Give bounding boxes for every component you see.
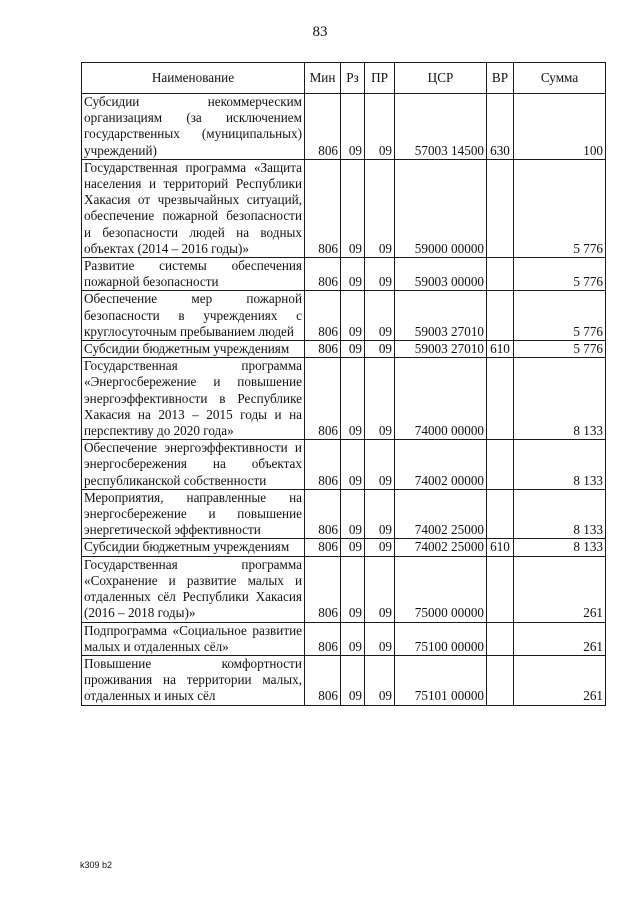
row-pr: 09 xyxy=(365,556,395,622)
header-name: Наименование xyxy=(82,63,305,94)
row-vr xyxy=(487,358,514,440)
row-rz: 09 xyxy=(341,655,365,705)
table-row xyxy=(82,622,606,655)
table-row xyxy=(82,94,606,160)
row-min: 806 xyxy=(305,622,341,655)
table-row xyxy=(82,539,606,556)
table-row xyxy=(82,291,606,341)
row-pr: 09 xyxy=(365,655,395,705)
row-csr: 75101 00000 xyxy=(395,655,487,705)
row-vr xyxy=(487,655,514,705)
row-vr xyxy=(487,258,514,291)
row-csr: 74002 00000 xyxy=(395,440,487,490)
row-csr: 74000 00000 xyxy=(395,358,487,440)
page-number: 83 xyxy=(312,24,328,40)
row-csr: 75100 00000 xyxy=(395,622,487,655)
table-row xyxy=(82,556,606,622)
row-pr: 09 xyxy=(365,539,395,556)
row-min: 806 xyxy=(305,258,341,291)
row-pr: 09 xyxy=(365,489,395,539)
header-rz: Рз xyxy=(341,63,365,94)
row-csr: 59003 27010 xyxy=(395,291,487,341)
row-name: Мероприятия, направленные на энергосбережение и повышение энергетической эффективности xyxy=(82,489,305,539)
row-vr xyxy=(487,440,514,490)
row-csr: 74002 25000 xyxy=(395,539,487,556)
row-vr xyxy=(487,489,514,539)
row-csr: 74002 25000 xyxy=(395,489,487,539)
row-min: 806 xyxy=(305,159,341,257)
row-pr: 09 xyxy=(365,159,395,257)
row-csr: 57003 14500 xyxy=(395,94,487,160)
row-rz: 09 xyxy=(341,539,365,556)
row-rz: 09 xyxy=(341,358,365,440)
row-min: 806 xyxy=(305,94,341,160)
row-sum: 5 776 xyxy=(514,159,606,257)
row-rz: 09 xyxy=(341,622,365,655)
row-pr: 09 xyxy=(365,622,395,655)
row-rz: 09 xyxy=(341,440,365,490)
header-pr: ПР xyxy=(365,63,395,94)
row-min: 806 xyxy=(305,291,341,341)
row-pr: 09 xyxy=(365,291,395,341)
row-name: Государственная программа «Защита населения и территорий Республики Хакасия от чрезвычайных ситуаций, обеспечение пожарной безопасности и безопасности людей на водных объектах (2014 – 2016 годы)» xyxy=(82,159,305,257)
table-header-row xyxy=(82,63,606,94)
header-vr: ВР xyxy=(487,63,514,94)
row-name: Обеспечение мер пожарной безопасности в учреждениях с круглосуточным пребыванием людей xyxy=(82,291,305,341)
row-rz: 09 xyxy=(341,556,365,622)
row-sum: 5 776 xyxy=(514,258,606,291)
row-csr: 59003 00000 xyxy=(395,258,487,291)
row-min: 806 xyxy=(305,655,341,705)
row-pr: 09 xyxy=(365,94,395,160)
row-sum: 8 133 xyxy=(514,358,606,440)
row-vr xyxy=(487,622,514,655)
row-pr: 09 xyxy=(365,341,395,358)
table-row xyxy=(82,341,606,358)
row-sum: 100 xyxy=(514,94,606,160)
row-csr: 59003 27010 xyxy=(395,341,487,358)
budget-table xyxy=(81,62,606,706)
row-vr xyxy=(487,291,514,341)
row-vr: 610 xyxy=(487,539,514,556)
row-csr: 75000 00000 xyxy=(395,556,487,622)
row-rz: 09 xyxy=(341,489,365,539)
row-name: Государственная программа «Сохранение и развитие малых и отдаленных сёл Республики Хакасия (2016 – 2018 годы)» xyxy=(82,556,305,622)
row-name: Развитие системы обеспечения пожарной безопасности xyxy=(82,258,305,291)
header-csr: ЦСР xyxy=(395,63,487,94)
row-name: Обеспечение энергоэффективности и энергосбережения на объектах республиканской собственности xyxy=(82,440,305,490)
row-vr xyxy=(487,556,514,622)
row-name: Повышение комфортности проживания на территории малых, отдаленных и иных сёл xyxy=(82,655,305,705)
row-sum: 261 xyxy=(514,655,606,705)
row-rz: 09 xyxy=(341,258,365,291)
row-min: 806 xyxy=(305,556,341,622)
header-min: Мин xyxy=(305,63,341,94)
row-rz: 09 xyxy=(341,341,365,358)
document-code: k309 b2 xyxy=(80,860,113,870)
row-pr: 09 xyxy=(365,358,395,440)
row-pr: 09 xyxy=(365,258,395,291)
row-sum: 5 776 xyxy=(514,341,606,358)
row-name: Субсидии бюджетным учреждениям xyxy=(82,341,305,358)
table-row xyxy=(82,489,606,539)
row-sum: 8 133 xyxy=(514,539,606,556)
row-sum: 5 776 xyxy=(514,291,606,341)
table-row xyxy=(82,440,606,490)
row-vr: 630 xyxy=(487,94,514,160)
header-sum: Сумма xyxy=(514,63,606,94)
row-name: Субсидии некоммерческим организациям (за исключением государственных (муниципальных) учреждений) xyxy=(82,94,305,160)
row-rz: 09 xyxy=(341,159,365,257)
row-sum: 261 xyxy=(514,622,606,655)
row-name: Государственная программа «Энергосбережение и повышение энергоэффективности в Республике Хакасия на 2013 – 2015 годы и на перспективу до 2020 года» xyxy=(82,358,305,440)
table-row xyxy=(82,258,606,291)
table-row xyxy=(82,159,606,257)
row-min: 806 xyxy=(305,440,341,490)
row-min: 806 xyxy=(305,358,341,440)
row-vr xyxy=(487,159,514,257)
row-pr: 09 xyxy=(365,440,395,490)
row-name: Подпрограмма «Социальное развитие малых и отдаленных сёл» xyxy=(82,622,305,655)
row-csr: 59000 00000 xyxy=(395,159,487,257)
row-rz: 09 xyxy=(341,94,365,160)
row-min: 806 xyxy=(305,341,341,358)
table-row xyxy=(82,655,606,705)
row-min: 806 xyxy=(305,489,341,539)
row-name: Субсидии бюджетным учреждениям xyxy=(82,539,305,556)
row-vr: 610 xyxy=(487,341,514,358)
row-sum: 261 xyxy=(514,556,606,622)
row-sum: 8 133 xyxy=(514,440,606,490)
row-sum: 8 133 xyxy=(514,489,606,539)
row-min: 806 xyxy=(305,539,341,556)
row-rz: 09 xyxy=(341,291,365,341)
table-row xyxy=(82,358,606,440)
